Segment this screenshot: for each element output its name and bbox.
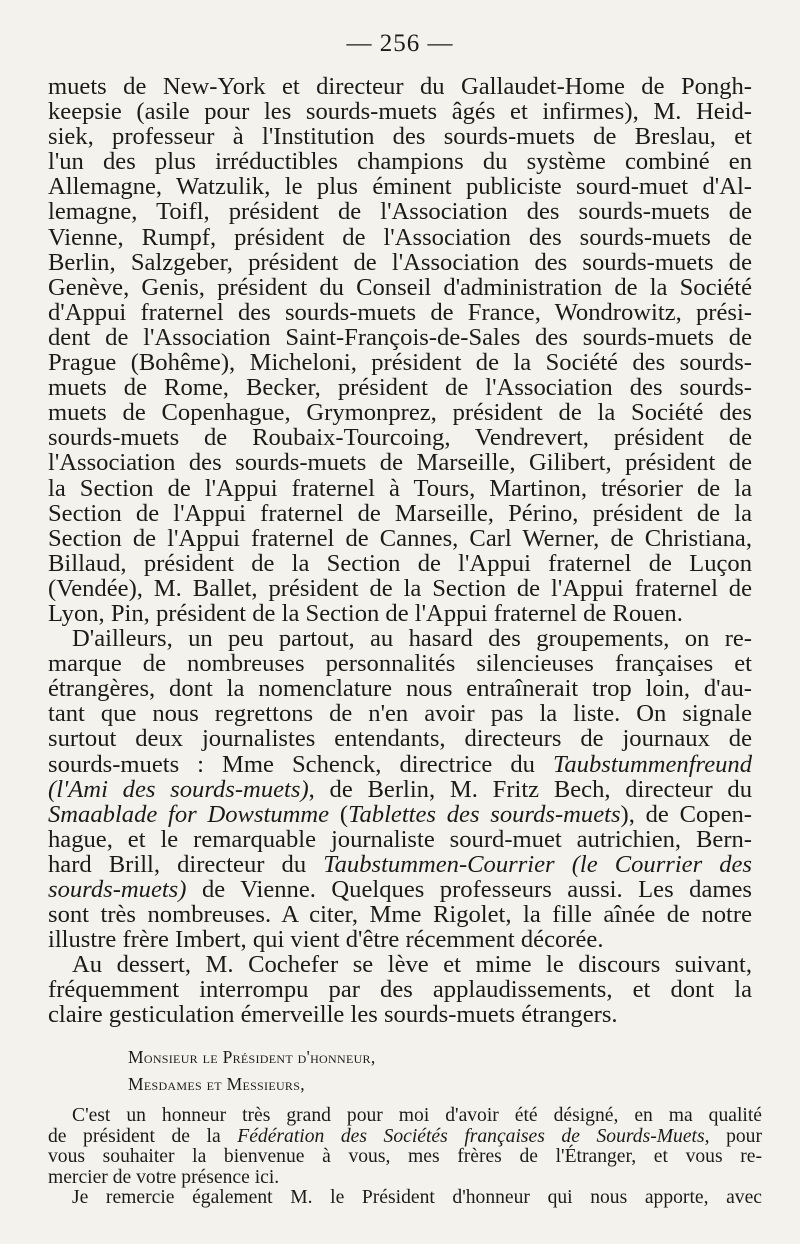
text-fragment: sourds-muets : Mme Schenck, directrice du — [48, 750, 553, 778]
text-line — [48, 852, 752, 877]
italic-title: (le Courrier des — [571, 850, 753, 878]
text-line: muets de Rome, Becker, président de l'Association des sourds- — [48, 374, 752, 402]
text-line — [48, 752, 752, 777]
text-line: Allemagne, Watzulik, le plus éminent publiciste sourd-muet d'Al- — [48, 173, 752, 201]
text-line: lemagne, Toifl, président de l'Association des sourds-muets de — [48, 198, 752, 226]
text-line: Berlin, Salzgeber, président de l'Association des sourds-muets de — [48, 248, 752, 276]
italic-title: (l'Ami des sourds-muets) — [48, 775, 309, 803]
text-line: claire gesticulation émerveille les sourds-muets étrangers. — [48, 1001, 618, 1029]
speech-text — [48, 1106, 762, 1209]
italic-title: Fédération des Sociétés françaises de Sourds-Muets — [237, 1125, 705, 1147]
text-line: sourds-muets de Roubaix-Tourcoing, Vendrevert, président de — [48, 424, 752, 452]
text-line: (Vendée), M. Ballet, président de la Section de l'Appui fraternel de — [48, 574, 752, 602]
text-line — [48, 777, 752, 802]
text-line: Vienne, Rumpf, président de l'Association des sourds-muets de — [48, 223, 752, 251]
italic-title: Taubstummen-Courrier — [323, 850, 555, 878]
text-line: muets de Copenhague, Grymonprez, président de la Société des — [48, 399, 752, 427]
text-fragment: ( — [329, 800, 349, 828]
text-line: d'Appui fraternel des sourds-muets de France, Wondrowitz, prési- — [48, 298, 752, 326]
salutation-president: Monsieur le Président d'honneur, — [128, 1047, 376, 1067]
text-line — [48, 802, 752, 827]
text-fragment: , de Berlin, M. Fritz Bech, directeur du — [308, 775, 752, 803]
text-line: Section de l'Appui fraternel de Marseille, Périno, président de la — [48, 499, 752, 527]
text-fragment: hard Brill, directeur du — [48, 850, 324, 878]
text-line: siek, professeur à l'Institution des sourds-muets de Breslau, et — [48, 123, 752, 151]
text-fragment — [555, 851, 572, 878]
text-line: sont très nombreuses. A citer, Mme Rigolet, la fille aînée de notre — [48, 901, 752, 929]
text-line: marque de nombreuses personnalités silencieuses françaises et — [48, 650, 752, 678]
text-line: C'est un honneur très grand pour moi d'avoir été désigné, en ma qualité — [72, 1105, 762, 1126]
text-line: Prague (Bohême), Micheloni, président de la Société des sourds- — [48, 349, 752, 377]
salutation-audience: Mesdames et Messieurs, — [128, 1074, 305, 1094]
text-line: la Section de l'Appui fraternel à Tours, Martinon, trésorier de la — [48, 474, 752, 502]
text-line: Au dessert, M. Cochefer se lève et mime le discours suivant, — [72, 951, 752, 979]
text-line: dent de l'Association Saint-François-de-Sales des sourds-muets de — [48, 323, 752, 351]
italic-title: Smaablade for Dowstumme — [48, 800, 330, 828]
text-line: Je remercie également M. le Président d'honneur qui nous apporte, avec — [72, 1187, 762, 1209]
text-line — [48, 1127, 762, 1148]
text-line: l'un des plus irréductibles champions du système combiné en — [48, 148, 752, 176]
text-fragment: , pour — [704, 1125, 763, 1147]
text-line: illustre frère Imbert, qui vient d'être récemment décorée. — [48, 926, 604, 954]
text-line: l'Association des sourds-muets de Marseille, Gilibert, président de — [48, 449, 752, 477]
speech-block — [48, 1044, 762, 1209]
text-line: vous souhaiter la bienvenue à vous, mes frères de l'Étranger, et vous re- — [48, 1146, 762, 1168]
text-line — [48, 877, 752, 902]
text-line: Billaud, président de la Section de l'Appui fraternel de Luçon — [48, 549, 752, 577]
text-fragment: de Vienne. Quelques professeurs aussi. Les dames — [186, 876, 752, 903]
text-line: hague, et le remarquable journaliste sourd-muet autrichien, Bern- — [48, 825, 752, 853]
text-line: tant que nous regrettons de n'en avoir pas la liste. On signale — [48, 700, 752, 728]
text-fragment: ), de Copen- — [620, 800, 752, 828]
body-text — [48, 74, 752, 1028]
text-fragment: de président de la — [48, 1125, 238, 1147]
text-line: étrangères, dont la nomenclature nous entraînerait trop loin, d'au- — [48, 675, 752, 703]
italic-title: sourds-muets) — [48, 876, 187, 903]
text-line: Section de l'Appui fraternel de Cannes, Carl Werner, de Christiana, — [48, 524, 752, 552]
text-line: D'ailleurs, un peu partout, au hasard des groupements, on re- — [72, 625, 752, 653]
text-line: muets de New-York et directeur du Gallaudet-Home de Pongh- — [48, 73, 752, 100]
italic-title: Taubstummenfreund — [552, 750, 752, 778]
text-line: fréquemment interrompu par des applaudissements, et dont la — [48, 976, 752, 1004]
text-line: keepsie (asile pour les sourds-muets âgés et infirmes), M. Heid- — [48, 98, 752, 126]
text-line: mercier de votre présence ici. — [48, 1166, 280, 1188]
text-line: surtout deux journalistes entendants, directeurs de journaux de — [48, 725, 752, 753]
text-line: Lyon, Pin, président de la Section de l'Appui fraternel de Rouen. — [48, 599, 683, 627]
text-line: Genève, Genis, président du Conseil d'administration de la Société — [48, 273, 752, 301]
italic-title: Tablettes des sourds-muets — [348, 800, 621, 828]
page-number: — 256 — — [346, 30, 454, 57]
